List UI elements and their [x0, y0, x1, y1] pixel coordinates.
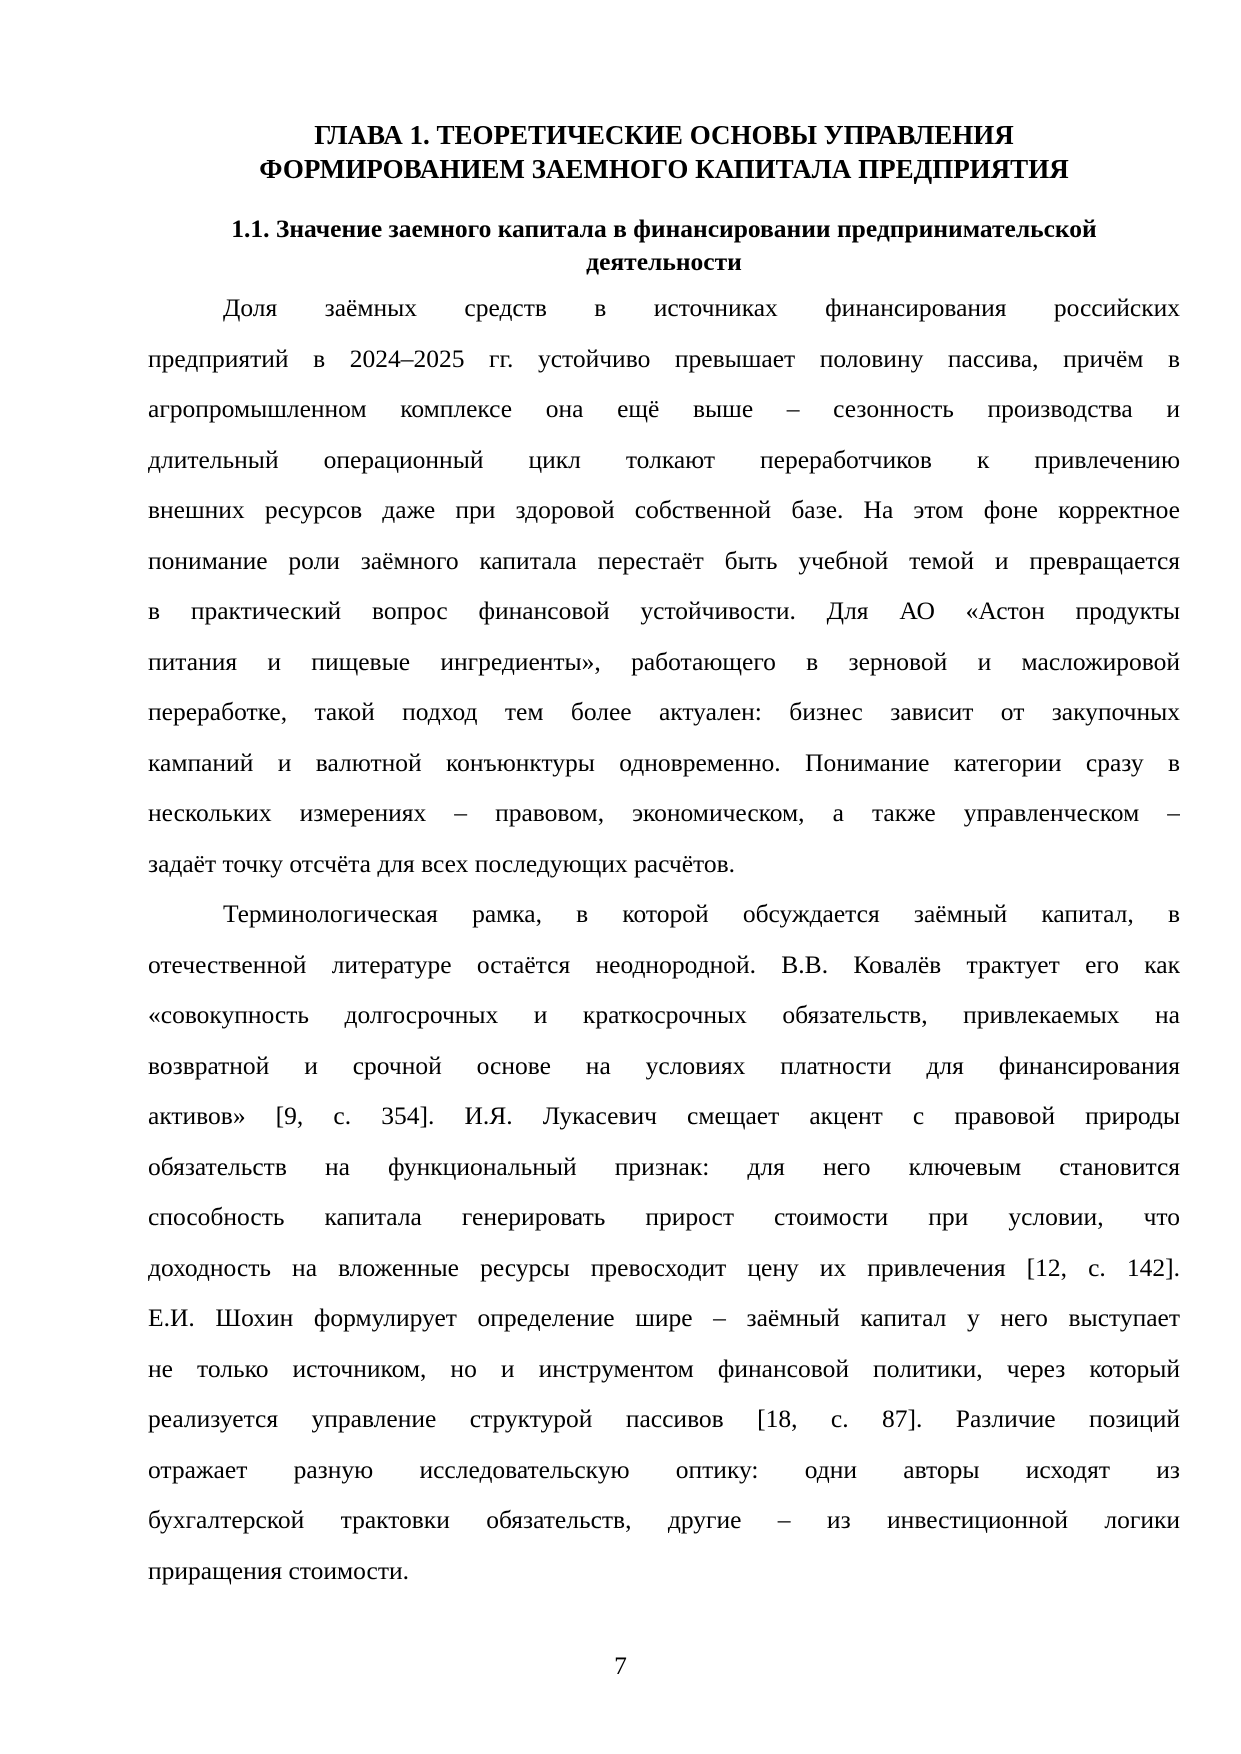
paragraph-2 [148, 889, 1180, 1596]
paragraph-line: переработке, такой подход тем более актуален: бизнес зависит от закупочных [148, 697, 1180, 726]
paragraph-line: способность капитала генерировать прирост стоимости при условии, что [148, 1202, 1180, 1231]
paragraph-line: задаёт точку отсчёта для всех последующих расчётов. [148, 848, 736, 878]
paragraph-line: агропромышленном комплексе она ещё выше – сезонность производства и [148, 394, 1180, 423]
paragraph-line: приращения стоимости. [148, 1555, 409, 1585]
chapter-title [148, 118, 1180, 186]
paragraph-line: бухгалтерской трактовки обязательств, другие – из инвестиционной логики [148, 1505, 1180, 1534]
chapter-title-line: ФОРМИРОВАНИЕМ ЗАЕМНОГО КАПИТАЛА ПРЕДПРИЯТИЯ [259, 154, 1069, 184]
paragraph-line: возвратной и срочной основе на условиях платности для финансирования [148, 1050, 1180, 1080]
paragraph-line: Доля заёмных средств в источниках финансирования российских [223, 293, 1180, 322]
paragraph-line: доходность на вложенные ресурсы превосходит цену их привлечения [12, с. 142]. [148, 1252, 1180, 1282]
paragraph-line: внешних ресурсов даже при здоровой собственной базе. На этом фоне корректное [148, 495, 1180, 524]
paragraph-line: Е.И. Шохин формулирует определение шире – заёмный капитал у него выступает [148, 1303, 1180, 1332]
paragraph-line: не только источником, но и инструментом финансовой политики, через который [148, 1353, 1180, 1383]
chapter-title-line: ГЛАВА 1. ТЕОРЕТИЧЕСКИЕ ОСНОВЫ УПРАВЛЕНИЯ [314, 120, 1014, 150]
paragraph-line: питания и пищевые ингредиенты», работающего в зерновой и масложировой [148, 646, 1180, 676]
section-title-line: 1.1. Значение заемного капитала в финансировании предпринимательской [231, 214, 1097, 243]
paragraph-line: отражает разную исследовательскую оптику: одни авторы исходят из [148, 1454, 1180, 1484]
section-title-line: деятельности [586, 247, 742, 276]
paragraph-line: «совокупность долгосрочных и краткосрочных обязательств, привлекаемых на [148, 1000, 1180, 1029]
paragraph-line: активов» [9, с. 354]. И.Я. Лукасевич смещает акцент с правовой природы [148, 1101, 1180, 1130]
paragraph-line: кампаний и валютной конъюнктуры одновременно. Понимание категории сразу в [148, 747, 1180, 777]
paragraph-line: реализуется управление структурой пассивов [18, с. 87]. Различие позиций [148, 1404, 1180, 1433]
page-number: 7 [614, 1651, 627, 1680]
body-text [148, 283, 1180, 1596]
paragraph-line: понимание роли заёмного капитала перестаёт быть учебной темой и превращается [148, 545, 1180, 575]
paragraph-1 [148, 283, 1180, 889]
paragraph-line: Терминологическая рамка, в которой обсуждается заёмный капитал, в [223, 899, 1180, 928]
paragraph-line: длительный операционный цикл толкают переработчиков к привлечению [148, 444, 1180, 474]
paragraph-line: отечественной литературе остаётся неоднородной. В.В. Ковалёв трактует его как [148, 949, 1180, 979]
section-title [148, 212, 1180, 278]
paragraph-line: нескольких измерениях – правовом, экономическом, а также управленческом – [148, 798, 1180, 827]
paragraph-line: обязательств на функциональный признак: для него ключевым становится [148, 1151, 1180, 1181]
paragraph-line: в практический вопрос финансовой устойчивости. Для АО «Астон продукты [148, 596, 1180, 625]
paragraph-line: предприятий в 2024–2025 гг. устойчиво превышает половину пассива, причём в [148, 343, 1180, 373]
